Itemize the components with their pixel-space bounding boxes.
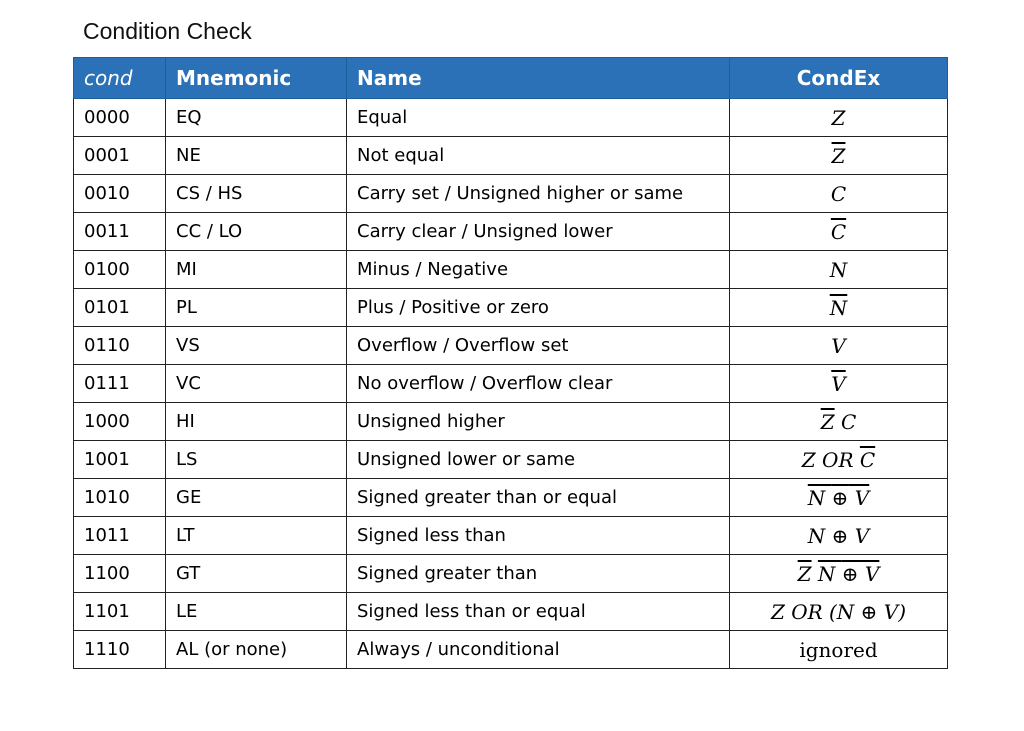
cell-cond: 0010 [74, 175, 166, 213]
cell-cond: 0100 [74, 251, 166, 289]
cell-cond: 0011 [74, 213, 166, 251]
cell-condex: Z OR $\overline{C}$ [730, 441, 948, 479]
cell-cond: 0001 [74, 137, 166, 175]
cell-name: Unsigned lower or same [347, 441, 730, 479]
cell-name: Unsigned higher [347, 403, 730, 441]
cell-condex: $\overline{C}$ [730, 213, 948, 251]
page-title: Condition Check [83, 18, 252, 44]
cell-cond: 1010 [74, 479, 166, 517]
cell-condex: $\overline{V}$ [730, 365, 948, 403]
cell-name: Signed less than or equal [347, 593, 730, 631]
cell-condex: V [730, 327, 948, 365]
cell-mnemonic: VS [166, 327, 347, 365]
table-row [74, 213, 948, 251]
cell-cond: 1101 [74, 593, 166, 631]
cell-name: Signed greater than [347, 555, 730, 593]
cell-cond: 0110 [74, 327, 166, 365]
table-row [74, 403, 948, 441]
table-row [74, 289, 948, 327]
cell-cond: 1100 [74, 555, 166, 593]
table-row [74, 137, 948, 175]
cell-cond: 1000 [74, 403, 166, 441]
cell-mnemonic: VC [166, 365, 347, 403]
table-row [74, 251, 948, 289]
cell-cond: 0000 [74, 99, 166, 137]
cell-cond: 1011 [74, 517, 166, 555]
cell-mnemonic: GE [166, 479, 347, 517]
cell-mnemonic: GT [166, 555, 347, 593]
cell-mnemonic: CC / LO [166, 213, 347, 251]
cell-mnemonic: LE [166, 593, 347, 631]
table-row [74, 555, 948, 593]
cell-name: Minus / Negative [347, 251, 730, 289]
cell-name: Always / unconditional [347, 631, 730, 669]
cell-mnemonic: AL (or none) [166, 631, 347, 669]
cell-mnemonic: EQ [166, 99, 347, 137]
cell-mnemonic: PL [166, 289, 347, 327]
table-row [74, 365, 948, 403]
table-row [74, 517, 948, 555]
cell-name: Signed less than [347, 517, 730, 555]
cell-name: Not equal [347, 137, 730, 175]
table-row [74, 631, 948, 669]
cell-name: Carry clear / Unsigned lower [347, 213, 730, 251]
cell-name: Overflow / Overflow set [347, 327, 730, 365]
cell-name: Equal [347, 99, 730, 137]
header-condex: CondEx [730, 58, 948, 99]
cell-mnemonic: CS / HS [166, 175, 347, 213]
cell-name: Signed greater than or equal [347, 479, 730, 517]
cell-mnemonic: NE [166, 137, 347, 175]
condition-table [73, 57, 948, 669]
cell-condex: N ⊕ V [730, 479, 948, 517]
cell-condex: N ⊕ V [730, 517, 948, 555]
cell-name: No overflow / Overflow clear [347, 365, 730, 403]
cell-condex: N [730, 251, 948, 289]
cell-mnemonic: HI [166, 403, 347, 441]
cell-condex: $\overline{Z}$ [730, 137, 948, 175]
cell-cond: 1001 [74, 441, 166, 479]
table-row [74, 593, 948, 631]
header-cond: cond [74, 58, 166, 99]
cell-condex: $\overline{Z}$ C [730, 403, 948, 441]
cell-name: Plus / Positive or zero [347, 289, 730, 327]
cell-condex: $\overline{Z}$ N ⊕ V [730, 555, 948, 593]
table-row [74, 327, 948, 365]
header-mnemonic: Mnemonic [166, 58, 347, 99]
table-row [74, 441, 948, 479]
cell-mnemonic: MI [166, 251, 347, 289]
table-row [74, 99, 948, 137]
cell-cond: 0111 [74, 365, 166, 403]
cell-condex: $\overline{N}$ [730, 289, 948, 327]
header-name: Name [347, 58, 730, 99]
cell-cond: 0101 [74, 289, 166, 327]
cell-cond: 1110 [74, 631, 166, 669]
cell-condex: Z [730, 99, 948, 137]
cell-condex: Z OR (N ⊕ V) [730, 593, 948, 631]
cell-mnemonic: LT [166, 517, 347, 555]
cell-name: Carry set / Unsigned higher or same [347, 175, 730, 213]
cell-condex: ignored [730, 631, 948, 669]
cell-mnemonic: LS [166, 441, 347, 479]
table-row [74, 175, 948, 213]
table-header-row [74, 58, 948, 99]
table-row [74, 479, 948, 517]
cell-condex: C [730, 175, 948, 213]
